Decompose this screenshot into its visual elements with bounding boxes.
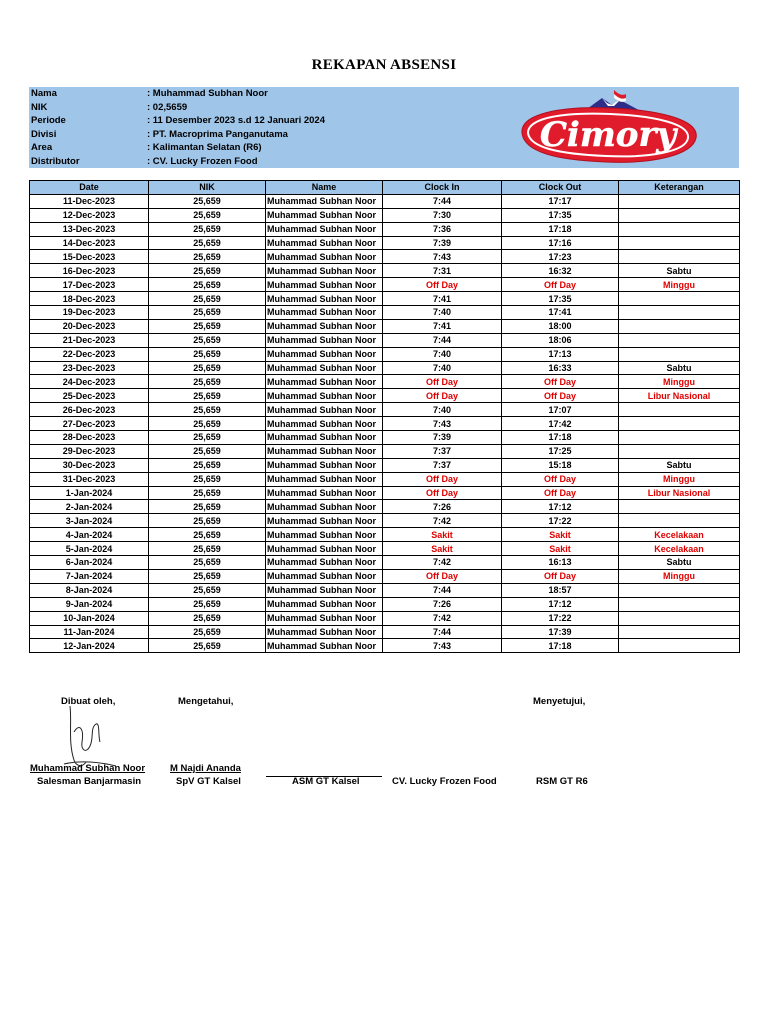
cell-name: Muhammad Subhan Noor <box>266 319 383 333</box>
table-row <box>30 264 740 278</box>
cell-name: Muhammad Subhan Noor <box>266 625 383 639</box>
cell-clock-in: 7:43 <box>383 250 502 264</box>
cell-keterangan: Minggu <box>619 375 740 389</box>
signer-role-2: SpV GT Kalsel <box>176 776 241 787</box>
cell-name: Muhammad Subhan Noor <box>266 500 383 514</box>
cell-date: 8-Jan-2024 <box>30 583 149 597</box>
cell-date: 1-Jan-2024 <box>30 486 149 500</box>
cell-keterangan: Minggu <box>619 278 740 292</box>
cell-name: Muhammad Subhan Noor <box>266 264 383 278</box>
cell-name: Muhammad Subhan Noor <box>266 542 383 556</box>
cell-name: Muhammad Subhan Noor <box>266 222 383 236</box>
cell-keterangan <box>619 431 740 445</box>
cell-name: Muhammad Subhan Noor <box>266 278 383 292</box>
cell-clock-out: 17:25 <box>502 444 619 458</box>
cell-date: 6-Jan-2024 <box>30 556 149 570</box>
cell-keterangan <box>619 333 740 347</box>
logo-text: Cimory <box>539 115 677 155</box>
mengetahui-label: Mengetahui, <box>178 696 234 707</box>
cell-date: 9-Jan-2024 <box>30 597 149 611</box>
cell-nik: 25,659 <box>149 431 266 445</box>
header-date: Date <box>30 181 149 195</box>
cell-clock-in: 7:42 <box>383 514 502 528</box>
cell-clock-out: Sakit <box>502 542 619 556</box>
cell-clock-out: 17:23 <box>502 250 619 264</box>
cell-name: Muhammad Subhan Noor <box>266 250 383 264</box>
table-row <box>30 347 740 361</box>
cell-name: Muhammad Subhan Noor <box>266 389 383 403</box>
table-row <box>30 528 740 542</box>
cell-clock-in: 7:42 <box>383 556 502 570</box>
cell-nik: 25,659 <box>149 264 266 278</box>
cell-date: 11-Jan-2024 <box>30 625 149 639</box>
cell-nik: 25,659 <box>149 542 266 556</box>
cell-name: Muhammad Subhan Noor <box>266 639 383 653</box>
cell-nik: 25,659 <box>149 639 266 653</box>
cell-date: 10-Jan-2024 <box>30 611 149 625</box>
cell-name: Muhammad Subhan Noor <box>266 431 383 445</box>
cell-keterangan <box>619 208 740 222</box>
table-row <box>30 319 740 333</box>
cell-date: 14-Dec-2023 <box>30 236 149 250</box>
cell-date: 3-Jan-2024 <box>30 514 149 528</box>
table-row <box>30 194 740 208</box>
cell-nik: 25,659 <box>149 361 266 375</box>
cell-clock-out: 16:32 <box>502 264 619 278</box>
table-row <box>30 597 740 611</box>
cell-clock-out: Sakit <box>502 528 619 542</box>
cell-clock-in: Off Day <box>383 389 502 403</box>
cell-name: Muhammad Subhan Noor <box>266 236 383 250</box>
cell-date: 23-Dec-2023 <box>30 361 149 375</box>
cell-clock-out: 17:18 <box>502 222 619 236</box>
cell-clock-in: 7:31 <box>383 264 502 278</box>
cell-nik: 25,659 <box>149 625 266 639</box>
table-row <box>30 472 740 486</box>
cell-keterangan: Sabtu <box>619 361 740 375</box>
cell-clock-in: 7:26 <box>383 500 502 514</box>
cell-keterangan <box>619 514 740 528</box>
cell-clock-out: 17:41 <box>502 306 619 320</box>
cell-nik: 25,659 <box>149 333 266 347</box>
cell-clock-out: 17:16 <box>502 236 619 250</box>
cell-date: 29-Dec-2023 <box>30 444 149 458</box>
cell-nik: 25,659 <box>149 583 266 597</box>
table-row <box>30 403 740 417</box>
cell-date: 20-Dec-2023 <box>30 319 149 333</box>
table-row <box>30 431 740 445</box>
table-row <box>30 542 740 556</box>
cell-clock-in: 7:30 <box>383 208 502 222</box>
cell-nik: 25,659 <box>149 458 266 472</box>
cell-clock-out: Off Day <box>502 472 619 486</box>
cell-nik: 25,659 <box>149 292 266 306</box>
table-row <box>30 292 740 306</box>
cell-keterangan: Libur Nasional <box>619 389 740 403</box>
cell-nik: 25,659 <box>149 611 266 625</box>
cell-clock-out: 17:17 <box>502 194 619 208</box>
cell-date: 27-Dec-2023 <box>30 417 149 431</box>
cell-clock-in: 7:39 <box>383 431 502 445</box>
cell-clock-in: 7:36 <box>383 222 502 236</box>
cell-keterangan <box>619 347 740 361</box>
table-row <box>30 389 740 403</box>
cell-name: Muhammad Subhan Noor <box>266 611 383 625</box>
cell-name: Muhammad Subhan Noor <box>266 486 383 500</box>
info-label: Periode <box>31 115 66 126</box>
cell-name: Muhammad Subhan Noor <box>266 306 383 320</box>
cell-clock-out: 17:12 <box>502 597 619 611</box>
cell-date: 21-Dec-2023 <box>30 333 149 347</box>
cell-clock-in: 7:43 <box>383 417 502 431</box>
cell-keterangan: Sabtu <box>619 458 740 472</box>
cell-clock-in: Off Day <box>383 278 502 292</box>
cell-keterangan: Sabtu <box>619 264 740 278</box>
table-row <box>30 306 740 320</box>
cell-nik: 25,659 <box>149 500 266 514</box>
cell-keterangan <box>619 500 740 514</box>
table-row <box>30 639 740 653</box>
cell-clock-in: 7:44 <box>383 194 502 208</box>
info-value: : 11 Desember 2023 s.d 12 Januari 2024 <box>147 115 325 126</box>
cell-nik: 25,659 <box>149 194 266 208</box>
cell-name: Muhammad Subhan Noor <box>266 514 383 528</box>
cell-name: Muhammad Subhan Noor <box>266 458 383 472</box>
cell-clock-out: 16:13 <box>502 556 619 570</box>
cell-keterangan <box>619 444 740 458</box>
cell-name: Muhammad Subhan Noor <box>266 361 383 375</box>
cell-keterangan <box>619 611 740 625</box>
info-value: : 02,5659 <box>147 101 188 113</box>
cell-clock-out: 15:18 <box>502 458 619 472</box>
cell-clock-in: Sakit <box>383 528 502 542</box>
cell-name: Muhammad Subhan Noor <box>266 375 383 389</box>
cell-date: 30-Dec-2023 <box>30 458 149 472</box>
table-row <box>30 458 740 472</box>
cell-keterangan: Kecelakaan <box>619 528 740 542</box>
info-value: : Muhammad Subhan Noor <box>147 88 268 99</box>
cell-clock-out: 17:22 <box>502 514 619 528</box>
cell-date: 11-Dec-2023 <box>30 194 149 208</box>
cell-clock-in: 7:42 <box>383 611 502 625</box>
cell-name: Muhammad Subhan Noor <box>266 194 383 208</box>
cell-clock-out: 17:35 <box>502 208 619 222</box>
cell-clock-out: 17:35 <box>502 292 619 306</box>
table-row <box>30 375 740 389</box>
cell-date: 16-Dec-2023 <box>30 264 149 278</box>
cell-keterangan <box>619 639 740 653</box>
cell-date: 17-Dec-2023 <box>30 278 149 292</box>
signer-role-3: ASM GT Kalsel <box>292 776 360 787</box>
cell-keterangan <box>619 236 740 250</box>
table-row <box>30 625 740 639</box>
info-label: Divisi <box>31 128 57 140</box>
cell-keterangan <box>619 250 740 264</box>
cell-name: Muhammad Subhan Noor <box>266 472 383 486</box>
cell-keterangan: Minggu <box>619 472 740 486</box>
cell-clock-out: 17:22 <box>502 611 619 625</box>
cell-date: 5-Jan-2024 <box>30 542 149 556</box>
cell-clock-out: 17:42 <box>502 417 619 431</box>
cell-nik: 25,659 <box>149 208 266 222</box>
cell-clock-out: 17:18 <box>502 639 619 653</box>
page-title: REKAPAN ABSENSI <box>311 57 457 73</box>
cell-keterangan <box>619 583 740 597</box>
cell-keterangan: Kecelakaan <box>619 542 740 556</box>
cell-name: Muhammad Subhan Noor <box>266 417 383 431</box>
cell-date: 2-Jan-2024 <box>30 500 149 514</box>
cell-clock-out: 17:39 <box>502 625 619 639</box>
cell-clock-out: 18:00 <box>502 319 619 333</box>
table-row <box>30 569 740 583</box>
cell-keterangan <box>619 222 740 236</box>
cell-clock-in: 7:44 <box>383 625 502 639</box>
cell-clock-out: Off Day <box>502 389 619 403</box>
cell-clock-in: 7:39 <box>383 236 502 250</box>
cell-nik: 25,659 <box>149 569 266 583</box>
cell-keterangan: Minggu <box>619 569 740 583</box>
cimory-logo <box>510 88 710 168</box>
cell-date: 12-Jan-2024 <box>30 639 149 653</box>
info-value: : CV. Lucky Frozen Food <box>147 155 258 167</box>
header-keterangan: Keterangan <box>619 181 740 195</box>
info-label: Nama <box>31 88 57 99</box>
cell-nik: 25,659 <box>149 597 266 611</box>
cell-clock-out: 17:13 <box>502 347 619 361</box>
cell-clock-out: 17:12 <box>502 500 619 514</box>
cell-name: Muhammad Subhan Noor <box>266 597 383 611</box>
cell-clock-in: 7:40 <box>383 306 502 320</box>
table-row <box>30 236 740 250</box>
info-label: Area <box>31 142 53 153</box>
cell-nik: 25,659 <box>149 417 266 431</box>
cell-keterangan <box>619 306 740 320</box>
cell-nik: 25,659 <box>149 278 266 292</box>
table-row <box>30 222 740 236</box>
info-value: : PT. Macroprima Panganutama <box>147 128 288 140</box>
cell-name: Muhammad Subhan Noor <box>266 528 383 542</box>
cell-keterangan <box>619 597 740 611</box>
cell-nik: 25,659 <box>149 528 266 542</box>
cell-nik: 25,659 <box>149 444 266 458</box>
cell-date: 28-Dec-2023 <box>30 431 149 445</box>
table-header-row <box>30 181 740 195</box>
cell-nik: 25,659 <box>149 250 266 264</box>
table-row <box>30 611 740 625</box>
info-label: NIK <box>31 101 48 113</box>
cell-nik: 25,659 <box>149 514 266 528</box>
cell-date: 13-Dec-2023 <box>30 222 149 236</box>
cell-clock-in: Sakit <box>383 542 502 556</box>
table-row <box>30 583 740 597</box>
cell-name: Muhammad Subhan Noor <box>266 403 383 417</box>
cell-name: Muhammad Subhan Noor <box>266 292 383 306</box>
table-row <box>30 514 740 528</box>
cell-date: 22-Dec-2023 <box>30 347 149 361</box>
header-nik: NIK <box>149 181 266 195</box>
cell-clock-in: Off Day <box>383 569 502 583</box>
table-row <box>30 278 740 292</box>
cell-clock-in: Off Day <box>383 472 502 486</box>
cell-keterangan: Libur Nasional <box>619 486 740 500</box>
cell-nik: 25,659 <box>149 486 266 500</box>
signer-role-5: RSM GT R6 <box>536 776 588 787</box>
cell-date: 15-Dec-2023 <box>30 250 149 264</box>
table-row <box>30 250 740 264</box>
cell-clock-out: 18:57 <box>502 583 619 597</box>
cell-nik: 25,659 <box>149 403 266 417</box>
cell-clock-out: 17:18 <box>502 431 619 445</box>
cell-name: Muhammad Subhan Noor <box>266 347 383 361</box>
cell-name: Muhammad Subhan Noor <box>266 333 383 347</box>
cell-keterangan <box>619 292 740 306</box>
cell-clock-in: 7:40 <box>383 403 502 417</box>
cell-nik: 25,659 <box>149 556 266 570</box>
cell-name: Muhammad Subhan Noor <box>266 569 383 583</box>
table-row <box>30 486 740 500</box>
dibuat-oleh-label: Dibuat oleh, <box>61 696 116 707</box>
menyetujui-label: Menyetujui, <box>533 696 586 707</box>
cell-name: Muhammad Subhan Noor <box>266 556 383 570</box>
cell-nik: 25,659 <box>149 236 266 250</box>
cell-name: Muhammad Subhan Noor <box>266 444 383 458</box>
cell-date: 7-Jan-2024 <box>30 569 149 583</box>
table-row <box>30 417 740 431</box>
cell-clock-in: 7:37 <box>383 458 502 472</box>
table-row <box>30 208 740 222</box>
cell-clock-in: Off Day <box>383 486 502 500</box>
cell-clock-out: 16:33 <box>502 361 619 375</box>
header-clock-in: Clock In <box>383 181 502 195</box>
cell-clock-in: 7:43 <box>383 639 502 653</box>
table-row <box>30 556 740 570</box>
cell-clock-out: Off Day <box>502 569 619 583</box>
cell-clock-in: 7:37 <box>383 444 502 458</box>
cell-clock-out: 18:06 <box>502 333 619 347</box>
cell-keterangan <box>619 194 740 208</box>
signer-role-1: Salesman Banjarmasin <box>37 776 142 787</box>
table-row <box>30 333 740 347</box>
cell-nik: 25,659 <box>149 472 266 486</box>
cell-clock-in: 7:26 <box>383 597 502 611</box>
cell-keterangan <box>619 319 740 333</box>
cell-keterangan <box>619 417 740 431</box>
cell-date: 4-Jan-2024 <box>30 528 149 542</box>
signer-name-2: M Najdi Ananda <box>170 763 241 774</box>
signer-name-1: Muhammad Subhan Noor <box>30 763 146 774</box>
cell-date: 12-Dec-2023 <box>30 208 149 222</box>
header-name: Name <box>266 181 383 195</box>
cell-date: 25-Dec-2023 <box>30 389 149 403</box>
table-row <box>30 444 740 458</box>
cell-nik: 25,659 <box>149 375 266 389</box>
cell-clock-in: 7:41 <box>383 319 502 333</box>
cell-clock-in: Off Day <box>383 375 502 389</box>
info-value: : Kalimantan Selatan (R6) <box>147 142 262 153</box>
cell-clock-out: 17:07 <box>502 403 619 417</box>
attendance-table <box>29 180 740 653</box>
cell-nik: 25,659 <box>149 222 266 236</box>
cell-clock-out: Off Day <box>502 375 619 389</box>
cell-nik: 25,659 <box>149 306 266 320</box>
cell-keterangan <box>619 625 740 639</box>
cell-date: 26-Dec-2023 <box>30 403 149 417</box>
table-row <box>30 361 740 375</box>
cell-clock-out: Off Day <box>502 278 619 292</box>
cell-nik: 25,659 <box>149 389 266 403</box>
signer-role-4: CV. Lucky Frozen Food <box>392 776 497 787</box>
cell-nik: 25,659 <box>149 347 266 361</box>
cell-date: 31-Dec-2023 <box>30 472 149 486</box>
cell-date: 19-Dec-2023 <box>30 306 149 320</box>
header-clock-out: Clock Out <box>502 181 619 195</box>
cell-clock-in: 7:41 <box>383 292 502 306</box>
cell-nik: 25,659 <box>149 319 266 333</box>
cell-clock-in: 7:44 <box>383 333 502 347</box>
cell-date: 18-Dec-2023 <box>30 292 149 306</box>
cell-name: Muhammad Subhan Noor <box>266 208 383 222</box>
cell-clock-in: 7:40 <box>383 347 502 361</box>
cell-name: Muhammad Subhan Noor <box>266 583 383 597</box>
info-label: Distributor <box>31 155 80 167</box>
cell-keterangan <box>619 403 740 417</box>
cell-clock-in: 7:44 <box>383 583 502 597</box>
table-row <box>30 500 740 514</box>
cell-clock-out: Off Day <box>502 486 619 500</box>
cell-date: 24-Dec-2023 <box>30 375 149 389</box>
cell-clock-in: 7:40 <box>383 361 502 375</box>
cell-keterangan: Sabtu <box>619 556 740 570</box>
